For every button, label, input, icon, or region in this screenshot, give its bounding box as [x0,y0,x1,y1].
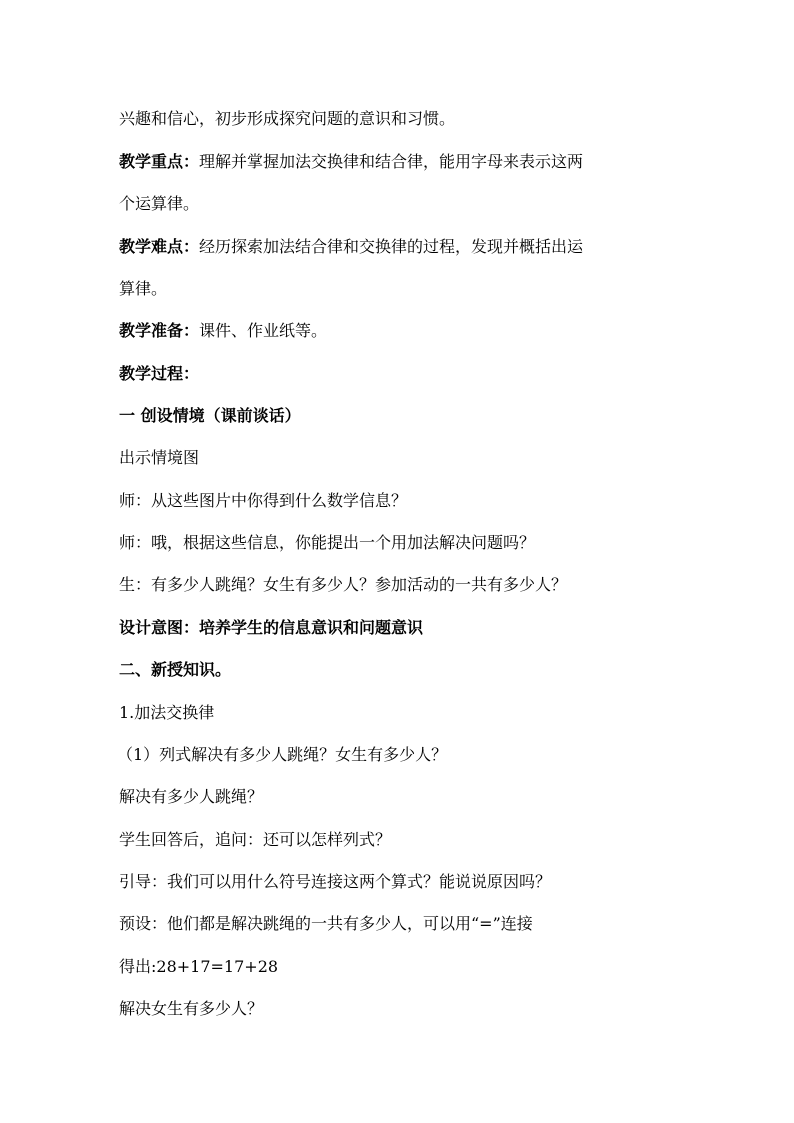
text-line-10 [119,491,679,511]
text-line-16 [117,745,677,765]
line-text: 1.加法交换律 [119,703,215,722]
teaching-difficulty-line [119,237,679,257]
line-text: 算律。 [119,279,168,298]
teaching-process-heading [119,364,679,384]
heading-text: 教学过程： [119,364,200,383]
text-line-9 [119,448,679,468]
line-text: 师：从这些图片中你得到什么数学信息？ [119,491,408,510]
line-text: 生：有多少人跳绳？女生有多少人？参加活动的一共有多少人？ [119,575,568,594]
heading-text: 设计意图：培养学生的信息意识和问题意识 [119,618,424,637]
line-text: 个运算律。 [119,194,200,213]
section-two-heading [119,660,679,680]
teaching-difficulty-label: 教学难点： [119,237,200,256]
line-text: 解决有多少人跳绳？ [119,787,264,806]
teaching-focus-label: 教学重点： [119,152,200,171]
text-line-17 [119,787,679,807]
line-text: 预设：他们都是解决跳绳的一共有多少人，可以用“=”连接 [119,914,533,933]
teaching-preparation-text: 课件、作业纸等。 [199,321,328,340]
line-text: 解决女生有多少人？ [119,999,264,1018]
text-line-11 [119,533,679,553]
line-text: 得出:28+17=17+28 [119,957,279,976]
line-text: 兴趣和信心，初步形成探究问题的意识和习惯。 [119,109,456,128]
text-line-5 [119,279,679,299]
text-line-21 [119,957,679,977]
design-intent-line [119,618,679,638]
text-line-12 [119,575,679,595]
line-text: 学生回答后，追问：还可以怎样列式？ [119,830,392,849]
text-line-15 [119,703,679,723]
heading-text: 一 创设情境（课前谈话） [119,406,301,425]
section-one-heading [119,406,679,426]
teaching-preparation-line [119,321,679,341]
heading-text: 二、新授知识。 [119,660,232,679]
text-line-3 [119,194,679,214]
line-text: （1）列式解决有多少人跳绳？女生有多少人？ [117,745,448,764]
line-text: 引导：我们可以用什么符号连接这两个算式？能说说原因吗？ [119,872,552,891]
teaching-focus-line [119,152,679,172]
line-text: 出示情境图 [119,448,200,467]
teaching-focus-text: 理解并掌握加法交换律和结合律，能用字母来表示这两 [199,152,584,171]
text-line-20 [119,914,679,934]
teaching-preparation-label: 教学准备： [119,321,200,340]
line-text: 师：哦，根据这些信息，你能提出一个用加法解决问题吗？ [119,533,536,552]
text-line-1 [119,109,679,129]
text-line-19 [119,872,679,892]
text-line-22 [119,999,679,1019]
teaching-difficulty-text: 经历探索加法结合律和交换律的过程，发现并概括出运 [199,237,584,256]
text-line-18 [119,830,679,850]
